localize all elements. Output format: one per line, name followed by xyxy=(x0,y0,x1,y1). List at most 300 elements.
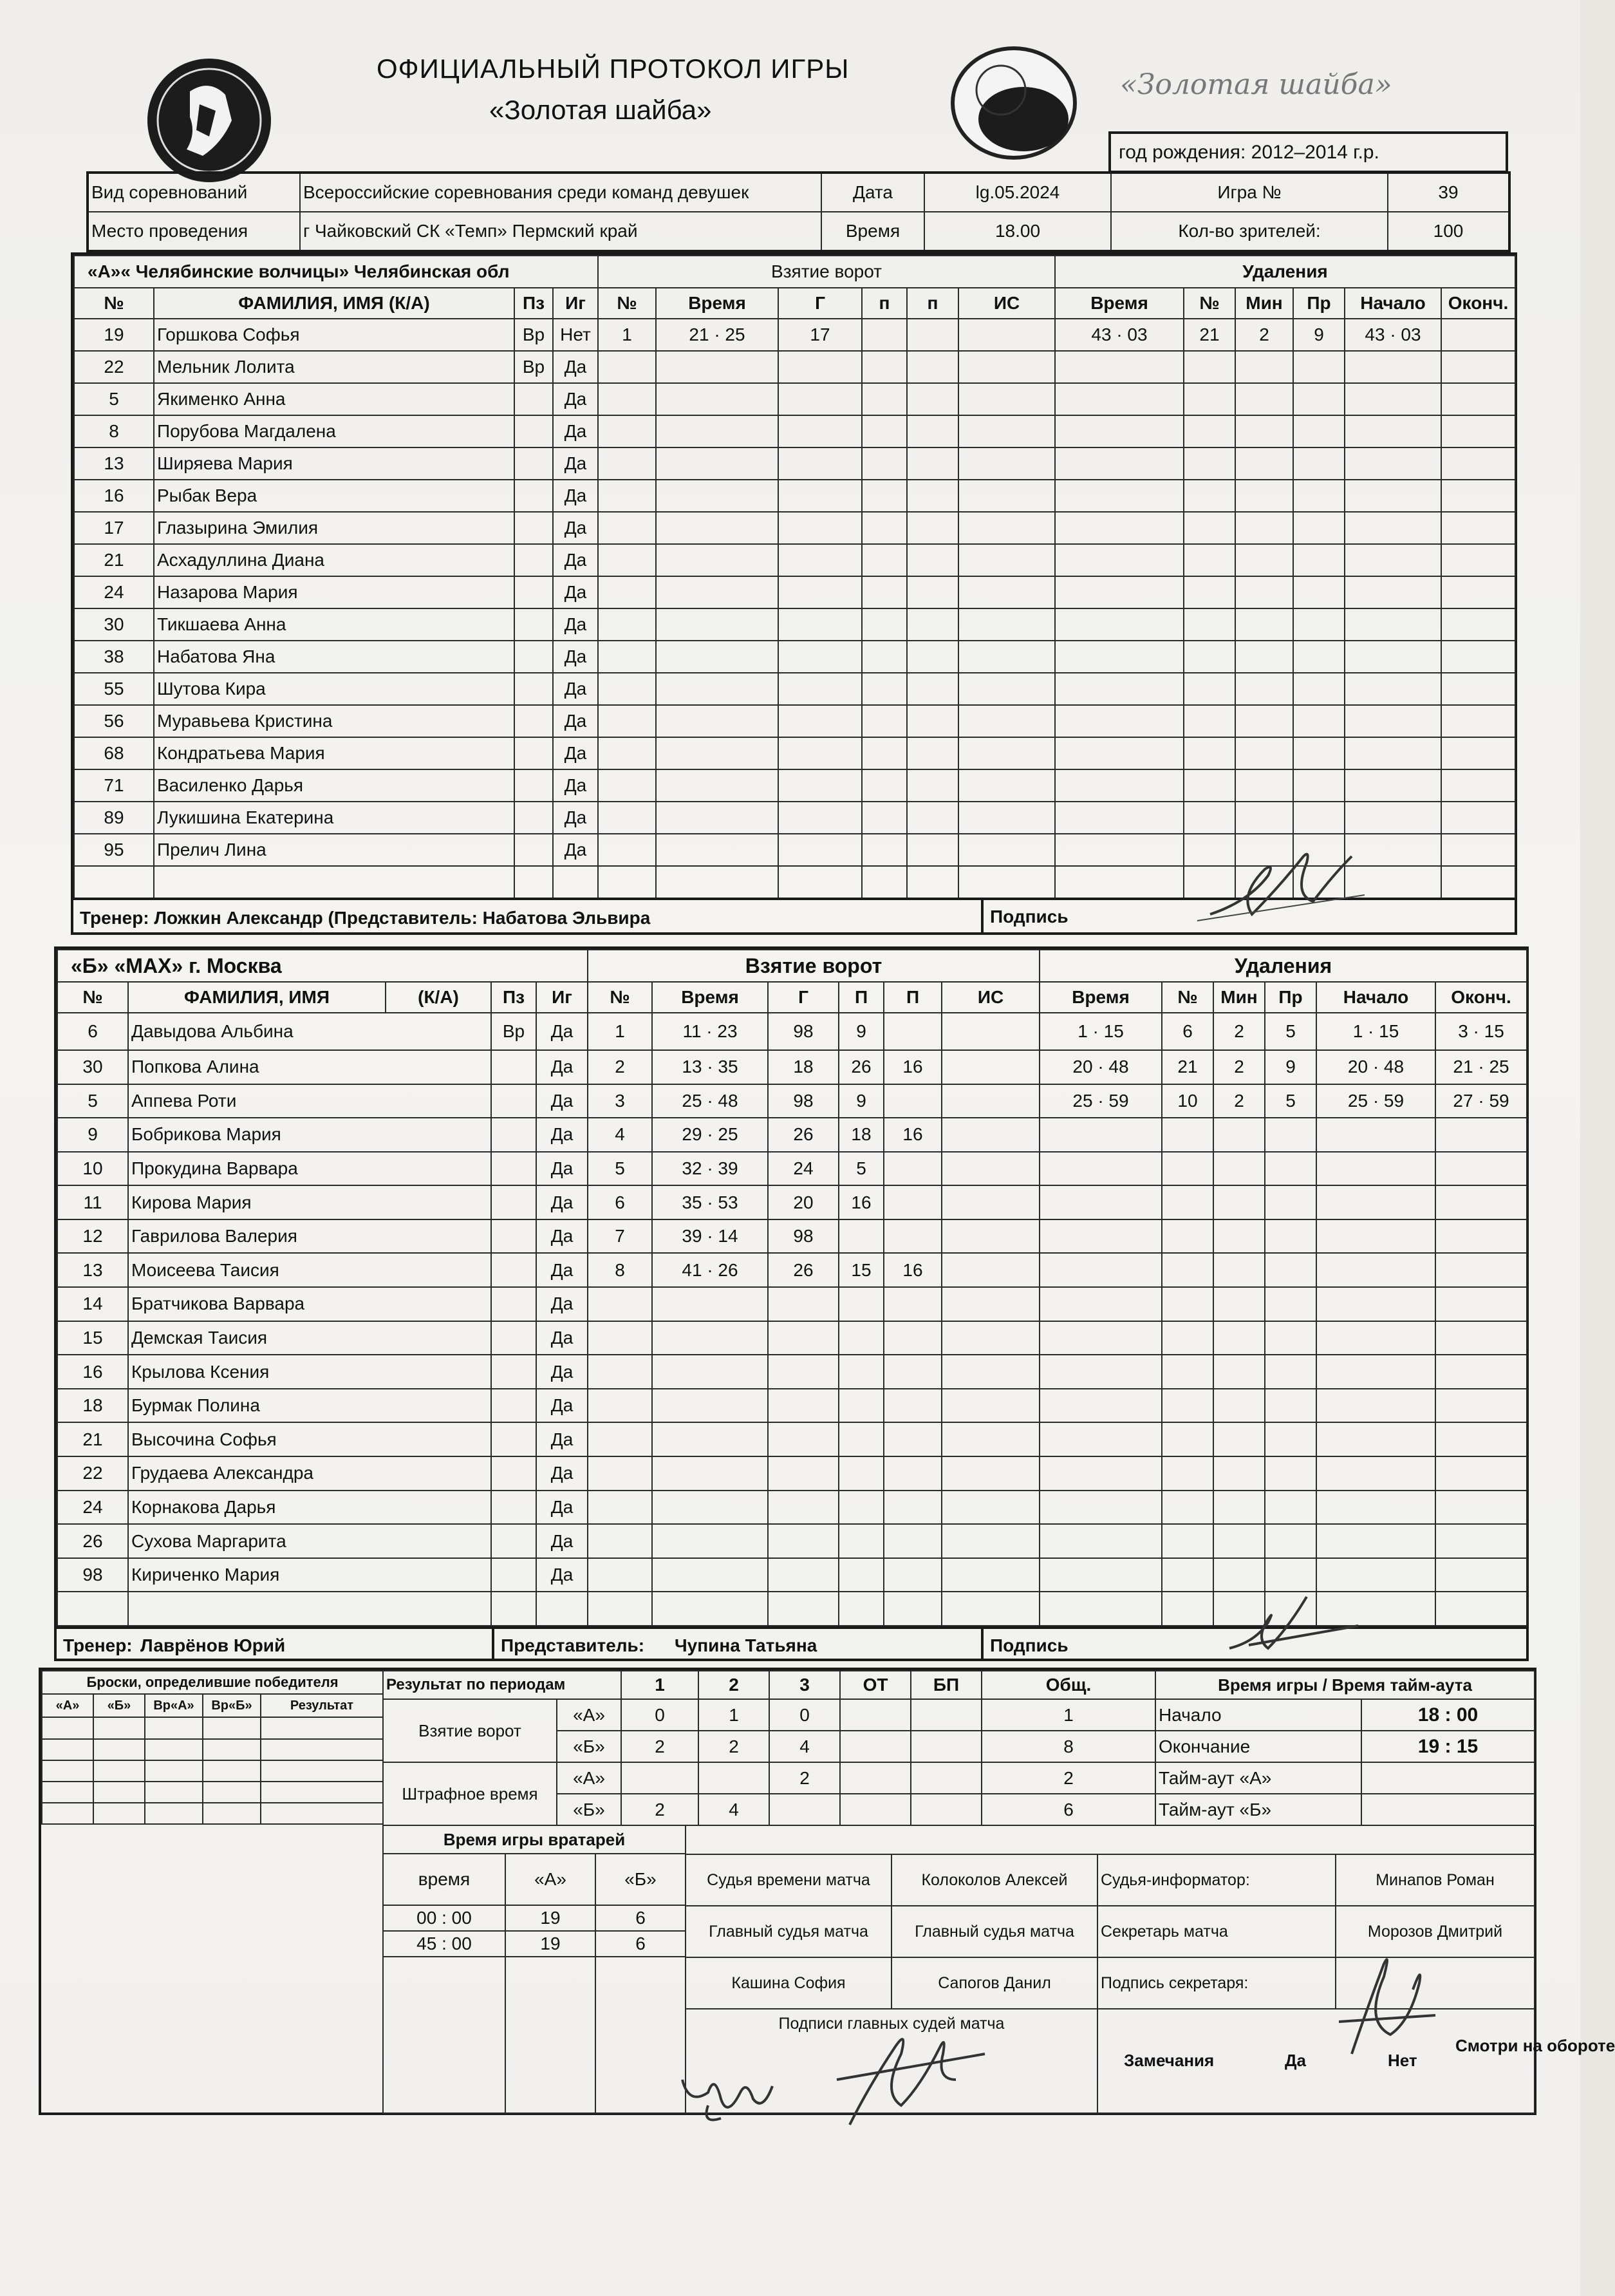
player-ig: Да xyxy=(553,512,598,544)
goal-scorer xyxy=(768,1592,839,1626)
goal-number: 1 xyxy=(598,319,656,351)
goal-assist-1 xyxy=(862,351,907,383)
penalty-time xyxy=(1040,1524,1162,1558)
penalty-reason xyxy=(1265,1287,1316,1321)
goal-situation xyxy=(958,351,1055,383)
player-name: Порубова Магдалена xyxy=(154,415,514,447)
team_a-pen-col-5: Оконч. xyxy=(1441,288,1515,319)
goal-situation xyxy=(942,1084,1040,1118)
team-b-penalties xyxy=(1039,949,1527,1626)
penalty-minutes xyxy=(1213,1456,1265,1491)
penalty-end xyxy=(1435,1118,1527,1152)
penalty-minutes xyxy=(1235,415,1293,447)
goal-assist-1 xyxy=(862,866,907,898)
goal-assist-2 xyxy=(907,673,958,705)
penalty-row xyxy=(1040,1050,1527,1084)
goal-scorer xyxy=(768,1321,839,1355)
goal-row xyxy=(588,1456,1040,1491)
goal-situation xyxy=(958,769,1055,802)
player-number: 21 xyxy=(57,1422,128,1456)
goal-assist-2 xyxy=(907,480,958,512)
goal-assist-2 xyxy=(907,512,958,544)
goal-situation xyxy=(942,1152,1040,1186)
penalty-row xyxy=(1040,1152,1527,1186)
penalty-end xyxy=(1441,383,1515,415)
team-b-goals-title: Взятие ворот xyxy=(588,950,1040,982)
goal-assist-1 xyxy=(862,576,907,608)
goal-number xyxy=(598,802,656,834)
penalty-reason xyxy=(1293,673,1345,705)
goal-scorer xyxy=(768,1389,839,1423)
referee1-signature-icon xyxy=(669,2041,798,2125)
player-pz xyxy=(491,1592,536,1626)
penalty-start xyxy=(1316,1491,1435,1525)
goals-b-bp xyxy=(911,1731,982,1762)
end-label: Окончание xyxy=(1155,1731,1361,1762)
goal-number xyxy=(588,1389,652,1423)
goal-time xyxy=(652,1287,768,1321)
gk-col-a: «А» xyxy=(505,1854,595,1905)
goal-assist-1 xyxy=(862,480,907,512)
period-total: Общ. xyxy=(982,1671,1155,1699)
team_b-pen-col-3: Пр xyxy=(1265,982,1316,1013)
penalty-start xyxy=(1345,480,1441,512)
penalty-player xyxy=(1184,608,1235,641)
pen-b-p1: 2 xyxy=(621,1794,698,1825)
player-number: 13 xyxy=(74,447,154,480)
penalty-end xyxy=(1441,737,1515,769)
player-name: Попкова Алина xyxy=(128,1050,491,1084)
time-value: 18.00 xyxy=(924,212,1111,251)
penalty-player xyxy=(1184,673,1235,705)
player-row xyxy=(57,1253,588,1287)
player-pz xyxy=(491,1524,536,1558)
team-b-goals xyxy=(587,949,1040,1626)
penalty-minutes xyxy=(1235,351,1293,383)
penalty-player xyxy=(1184,544,1235,576)
goal-row xyxy=(598,319,1055,351)
penalty-reason: 5 xyxy=(1265,1013,1316,1049)
goal-time xyxy=(656,480,778,512)
penalty-row xyxy=(1055,641,1515,673)
period-2: 2 xyxy=(698,1671,769,1699)
player-number: 11 xyxy=(57,1185,128,1219)
goal-row xyxy=(588,1185,1040,1219)
player-ig: Да xyxy=(536,1355,588,1389)
goal-assist-1 xyxy=(862,608,907,641)
penalty-minutes xyxy=(1235,383,1293,415)
penalty-time xyxy=(1055,866,1184,898)
goal-time xyxy=(656,834,778,866)
penalty-reason xyxy=(1265,1185,1316,1219)
goals-a-p2: 1 xyxy=(698,1699,769,1731)
team_b-goal-col-5: ИС xyxy=(942,982,1040,1013)
team_b-goal-col-3: П xyxy=(839,982,884,1013)
puck-logo-icon xyxy=(946,39,1081,161)
goal-situation xyxy=(942,1118,1040,1152)
penalty-end xyxy=(1441,641,1515,673)
goal-assist-1 xyxy=(839,1558,884,1592)
shootout-col-1: «Б» xyxy=(93,1694,145,1717)
penalty-end xyxy=(1441,480,1515,512)
shootout-cell xyxy=(93,1717,145,1739)
goal-assist-1 xyxy=(862,544,907,576)
player-name: Прокудина Варвара xyxy=(128,1152,491,1186)
goal-situation xyxy=(942,1592,1040,1626)
pen-b-bp xyxy=(911,1794,982,1825)
goal-scorer xyxy=(778,544,862,576)
player-row xyxy=(57,1389,588,1423)
goal-situation xyxy=(942,1558,1040,1592)
penalty-end: 21 · 25 xyxy=(1435,1050,1527,1084)
shootout-cell xyxy=(261,1760,383,1782)
player-row xyxy=(57,1219,588,1254)
player-row xyxy=(57,1013,588,1049)
penalty-time xyxy=(1040,1491,1162,1525)
player-number: 18 xyxy=(57,1389,128,1423)
goal-assist-1 xyxy=(839,1422,884,1456)
goal-assist-2 xyxy=(884,1219,942,1254)
penalty-time xyxy=(1040,1389,1162,1423)
penalty-reason xyxy=(1293,351,1345,383)
penalty-end xyxy=(1435,1152,1527,1186)
penalty-start xyxy=(1316,1118,1435,1152)
player-name: Мельник Лолита xyxy=(154,351,514,383)
birth-year-text: год рождения: 2012–2014 г.р. xyxy=(1119,142,1379,163)
penalty-start: 20 · 48 xyxy=(1316,1050,1435,1084)
team-a-goals-title: Взятие ворот xyxy=(598,256,1055,288)
player-number: 26 xyxy=(57,1524,128,1558)
penalty-player xyxy=(1184,512,1235,544)
penalty-player xyxy=(1184,480,1235,512)
penalty-minutes xyxy=(1235,608,1293,641)
penalty-time xyxy=(1040,1152,1162,1186)
player-name: Демская Таисия xyxy=(128,1321,491,1355)
penalty-time xyxy=(1040,1185,1162,1219)
pen-b-p3 xyxy=(769,1794,840,1825)
player-name: Прелич Лина xyxy=(154,834,514,866)
col-number: № xyxy=(74,288,154,319)
team_a-goal-col-1: Время xyxy=(656,288,778,319)
penalty-reason xyxy=(1293,802,1345,834)
player-number: 9 xyxy=(57,1118,128,1152)
penalty-row xyxy=(1055,512,1515,544)
penalty-minutes xyxy=(1235,512,1293,544)
goal-scorer xyxy=(778,351,862,383)
goal-situation xyxy=(958,641,1055,673)
goal-assist-1 xyxy=(839,1491,884,1525)
penalty-row xyxy=(1040,1013,1527,1049)
penalty-start xyxy=(1345,383,1441,415)
goal-assist-2 xyxy=(884,1389,942,1423)
penalty-row xyxy=(1055,705,1515,737)
team-a-pen-header xyxy=(1055,288,1515,319)
goal-scorer xyxy=(768,1355,839,1389)
team_b-goal-col-1: Время xyxy=(652,982,768,1013)
shootout-header xyxy=(42,1694,383,1717)
goal-time xyxy=(656,866,778,898)
goal-assist-2: 16 xyxy=(884,1253,942,1287)
goal-assist-1: 26 xyxy=(839,1050,884,1084)
goal-number xyxy=(598,544,656,576)
team_a-goal-col-2: Г xyxy=(778,288,862,319)
penalty-start: 43 · 03 xyxy=(1345,319,1441,351)
penalty-end xyxy=(1441,673,1515,705)
penalty-start xyxy=(1316,1152,1435,1186)
penalty-player xyxy=(1162,1219,1213,1254)
player-ig: Да xyxy=(536,1253,588,1287)
shootout-cell xyxy=(93,1803,145,1824)
penalty-row xyxy=(1040,1456,1527,1491)
player-ig: Да xyxy=(553,673,598,705)
player-number: 30 xyxy=(74,608,154,641)
team_a-goal-col-4: п xyxy=(907,288,958,319)
goal-assist-2 xyxy=(907,608,958,641)
goal-situation xyxy=(958,512,1055,544)
penalty-minutes xyxy=(1213,1524,1265,1558)
penalty-time xyxy=(1040,1253,1162,1287)
goal-row xyxy=(598,608,1055,641)
goal-situation xyxy=(958,608,1055,641)
player-pz: Вр xyxy=(491,1013,536,1049)
date-value: lg.05.2024 xyxy=(924,173,1111,212)
place-value: г Чайковский СК «Темп» Пермский край xyxy=(300,212,821,251)
penalty-reason xyxy=(1293,641,1345,673)
pen-b-p2: 4 xyxy=(698,1794,769,1825)
player-pz xyxy=(491,1558,536,1592)
goal-number xyxy=(588,1422,652,1456)
team-b-pen-title: Удаления xyxy=(1040,950,1527,982)
goal-situation xyxy=(958,802,1055,834)
penalty-player xyxy=(1162,1491,1213,1525)
player-number: 10 xyxy=(57,1152,128,1186)
periods-table xyxy=(382,1670,1156,1826)
player-row xyxy=(57,1524,588,1558)
player-number: 21 xyxy=(74,544,154,576)
penalty-minutes xyxy=(1235,544,1293,576)
goal-assist-2 xyxy=(907,737,958,769)
gk-b-2: 6 xyxy=(595,1931,686,1957)
goal-row xyxy=(598,673,1055,705)
game-value: 39 xyxy=(1388,173,1509,212)
team-b-pen-header xyxy=(1040,982,1527,1013)
team-a-section xyxy=(71,252,1517,935)
penalty-reason: 5 xyxy=(1265,1084,1316,1118)
player-ig xyxy=(536,1592,588,1626)
penalty-player xyxy=(1184,576,1235,608)
goal-row xyxy=(588,1219,1040,1254)
goal-scorer: 98 xyxy=(768,1084,839,1118)
timekeeper-label: Судья времени матча xyxy=(686,1854,892,1906)
team-b-tag: «Б» xyxy=(557,1731,621,1762)
penalty-row xyxy=(1040,1422,1527,1456)
player-row xyxy=(74,769,598,802)
goal-assist-2 xyxy=(884,1355,942,1389)
player-ig: Да xyxy=(536,1185,588,1219)
goal-number xyxy=(588,1524,652,1558)
goal-row xyxy=(598,769,1055,802)
player-ig: Да xyxy=(553,447,598,480)
goal-situation xyxy=(942,1253,1040,1287)
goals-label: Взятие ворот xyxy=(383,1699,557,1762)
penalty-row xyxy=(1055,383,1515,415)
shootout-cell xyxy=(93,1782,145,1803)
player-ig: Да xyxy=(536,1152,588,1186)
player-row xyxy=(57,1355,588,1389)
penalty-start xyxy=(1345,737,1441,769)
col-pz: Пз xyxy=(514,288,553,319)
player-name: Набатова Яна xyxy=(154,641,514,673)
goal-assist-1 xyxy=(862,834,907,866)
penalty-row xyxy=(1040,1491,1527,1525)
goal-assist-2 xyxy=(907,641,958,673)
penalty-minutes xyxy=(1235,737,1293,769)
penalty-time xyxy=(1055,834,1184,866)
periods-title: Результат по периодам xyxy=(383,1671,621,1699)
player-name: Василенко Дарья xyxy=(154,769,514,802)
penalty-time xyxy=(1040,1219,1162,1254)
goal-scorer xyxy=(778,737,862,769)
penalty-reason xyxy=(1265,1355,1316,1389)
goal-situation xyxy=(942,1050,1040,1084)
penalty-time xyxy=(1040,1558,1162,1592)
goal-scorer xyxy=(778,415,862,447)
player-row xyxy=(74,512,598,544)
goal-assist-1 xyxy=(839,1355,884,1389)
penalty-minutes: 2 xyxy=(1213,1013,1265,1049)
timekeeper-name: Колоколов Алексей xyxy=(892,1854,1097,1906)
goal-time xyxy=(652,1355,768,1389)
team-b-signature-icon xyxy=(1223,1584,1365,1661)
penalty-row xyxy=(1040,1084,1527,1118)
goal-number xyxy=(588,1456,652,1491)
penalty-end xyxy=(1435,1422,1527,1456)
pen-a-total: 2 xyxy=(982,1762,1155,1794)
player-row xyxy=(74,351,598,383)
goal-situation xyxy=(942,1456,1040,1491)
remarks-label: Замечания xyxy=(1124,2051,1215,2070)
goal-row xyxy=(598,641,1055,673)
penalty-reason xyxy=(1265,1219,1316,1254)
penalty-start: 1 · 15 xyxy=(1316,1013,1435,1049)
goal-scorer xyxy=(778,512,862,544)
goal-assist-1 xyxy=(839,1321,884,1355)
penalty-player xyxy=(1162,1524,1213,1558)
penalty-player xyxy=(1184,447,1235,480)
penalty-row xyxy=(1055,415,1515,447)
goal-row xyxy=(598,512,1055,544)
penalty-player xyxy=(1162,1287,1213,1321)
penalty-player xyxy=(1162,1355,1213,1389)
penalty-end xyxy=(1435,1558,1527,1592)
goal-number xyxy=(588,1558,652,1592)
shootout-cell xyxy=(145,1739,203,1760)
goal-situation xyxy=(942,1524,1040,1558)
team_b-pen-col-5: Оконч. xyxy=(1435,982,1527,1013)
penalty-row xyxy=(1040,1219,1527,1254)
player-pz xyxy=(491,1152,536,1186)
player-number: 16 xyxy=(57,1355,128,1389)
shootout-cell xyxy=(93,1739,145,1760)
goal-assist-1 xyxy=(862,737,907,769)
player-number: 17 xyxy=(74,512,154,544)
goal-scorer xyxy=(778,673,862,705)
golden-puck-script: «Золотая шайба» xyxy=(1120,68,1392,101)
penalty-end xyxy=(1435,1287,1527,1321)
player-row xyxy=(74,447,598,480)
player-name: Якименко Анна xyxy=(154,383,514,415)
shootout-cell xyxy=(145,1782,203,1803)
goal-assist-1 xyxy=(862,415,907,447)
penalty-reason xyxy=(1265,1422,1316,1456)
penalty-row xyxy=(1055,447,1515,480)
player-row xyxy=(74,319,598,351)
penalty-end xyxy=(1435,1321,1527,1355)
penalty-end xyxy=(1441,512,1515,544)
goal-assist-1 xyxy=(862,447,907,480)
player-name: Кирова Мария xyxy=(128,1185,491,1219)
ref1-name: Кашина София xyxy=(686,1957,892,2009)
player-number: 19 xyxy=(74,319,154,351)
goal-assist-1 xyxy=(862,705,907,737)
goal-assist-2 xyxy=(884,1456,942,1491)
goal-assist-2 xyxy=(907,576,958,608)
shootout-row xyxy=(42,1760,383,1782)
goal-assist-2 xyxy=(884,1321,942,1355)
goal-assist-2 xyxy=(884,1152,942,1186)
goal-assist-2 xyxy=(907,834,958,866)
penalty-reason xyxy=(1265,1524,1316,1558)
player-name: Муравьева Кристина xyxy=(154,705,514,737)
penalty-end xyxy=(1435,1491,1527,1525)
goal-time: 29 · 25 xyxy=(652,1118,768,1152)
goal-situation xyxy=(958,319,1055,351)
goal-scorer: 26 xyxy=(768,1118,839,1152)
player-row xyxy=(74,415,598,447)
goal-assist-2 xyxy=(884,1422,942,1456)
penalty-reason xyxy=(1293,512,1345,544)
penalty-reason xyxy=(1265,1253,1316,1287)
goal-situation xyxy=(958,480,1055,512)
penalty-minutes xyxy=(1235,576,1293,608)
team-b-sign-label: Подпись xyxy=(990,1635,1069,1655)
goals-a-ot xyxy=(840,1699,911,1731)
goal-time xyxy=(652,1558,768,1592)
date-label: Дата xyxy=(821,173,924,212)
goal-time xyxy=(656,769,778,802)
player-pz xyxy=(491,1219,536,1254)
shootout-col-2: Вр«А» xyxy=(145,1694,203,1717)
penalty-reason: 9 xyxy=(1265,1050,1316,1084)
player-ig: Да xyxy=(536,1118,588,1152)
player-pz xyxy=(514,802,553,834)
player-ig: Да xyxy=(553,769,598,802)
player-name: Глазырина Эмилия xyxy=(154,512,514,544)
player-ig: Да xyxy=(553,641,598,673)
goal-row xyxy=(598,705,1055,737)
penalty-row xyxy=(1055,769,1515,802)
game-time-table: Время игры / Время тайм-аута Начало 18 : 00 Окончание 19 : 15 Тайм-аут «А» Тайм-аут «Б» xyxy=(1155,1670,1535,1826)
pen-a-bp xyxy=(911,1762,982,1794)
player-name: Моисеева Таисия xyxy=(128,1253,491,1287)
goal-scorer xyxy=(768,1287,839,1321)
player-name: Бобрикова Мария xyxy=(128,1118,491,1152)
team_a-pen-col-4: Начало xyxy=(1345,288,1441,319)
penalty-start xyxy=(1345,351,1441,383)
penalty-minutes xyxy=(1235,447,1293,480)
player-row xyxy=(74,802,598,834)
player-pz xyxy=(514,383,553,415)
